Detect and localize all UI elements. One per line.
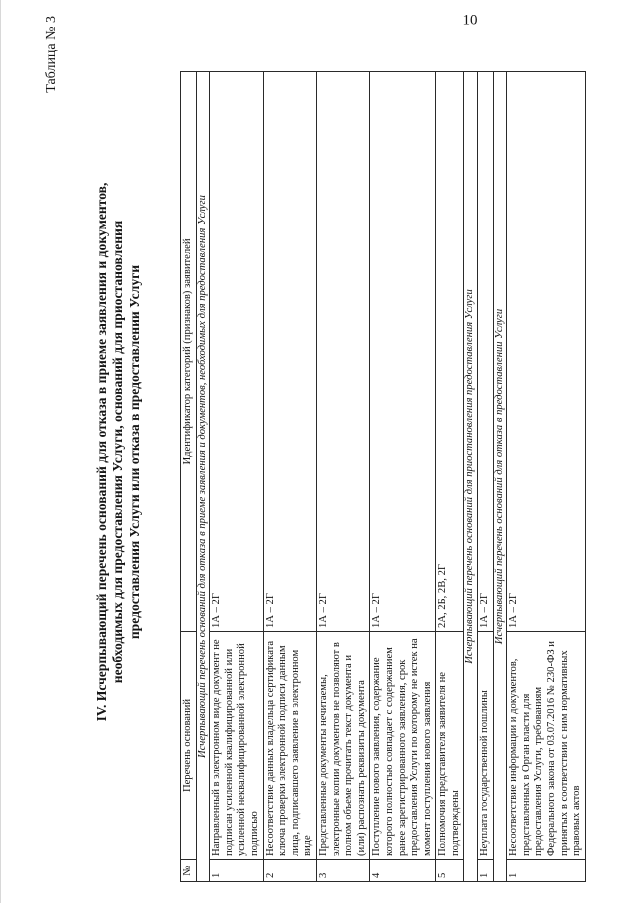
grounds-table bbox=[180, 71, 586, 882]
row-categories: 1А – 2Г bbox=[507, 71, 586, 631]
row-categories: 2А, 2Б, 2В, 2Г bbox=[436, 71, 464, 631]
table-row bbox=[370, 71, 436, 881]
row-grounds: Неуплата государственной пошлины bbox=[478, 631, 494, 859]
row-grounds: Полномочия представителя заявителя не подтверждены bbox=[436, 631, 464, 859]
header-grounds: Перечень оснований bbox=[181, 631, 197, 859]
row-num: 1 bbox=[478, 859, 494, 881]
row-categories: 1А – 2Г bbox=[210, 71, 263, 631]
section-title: Исчерпывающий перечень оснований для отказа в приеме заявления и документов, необходимых для предоставления Услуги bbox=[196, 71, 210, 881]
page-number: 10 bbox=[462, 12, 478, 28]
table-row bbox=[436, 71, 464, 881]
section-title: Исчерпывающий перечень оснований для отказа в предоставлении Услуги bbox=[493, 71, 507, 881]
table-header-row bbox=[181, 71, 197, 881]
row-grounds: Несоответствие информации и документов, представленных в Орган власти для предоставления Услуги, требованиям Федерального закона от 03.07.2016 № 230-ФЗ и принятых в соответствии с ним нормативных правовых актов bbox=[507, 631, 586, 859]
row-num: 2 bbox=[263, 859, 316, 881]
section-row-refusal-acceptance bbox=[196, 71, 210, 881]
row-num: 1 bbox=[507, 859, 586, 881]
row-num: 3 bbox=[316, 859, 369, 881]
title-line: необходимых для предоставления Услуги, оснований для приостановления bbox=[110, 220, 126, 683]
row-grounds: Поступление нового заявления, содержание которого полностью совпадает с содержанием ранее зарегистрированного заявления, срок предоставления Услуги по которому не истек на момент поступления нового заявления bbox=[370, 631, 436, 859]
row-num: 4 bbox=[370, 859, 436, 881]
row-categories: 1А – 2Г bbox=[370, 71, 436, 631]
table-row bbox=[507, 71, 586, 881]
table-row bbox=[478, 71, 494, 881]
row-grounds: Представленные документы нечитаемы, электронные копии документов не позволяют в полном объеме прочитать текст документа и (или) распознать реквизиты документа bbox=[316, 631, 369, 859]
row-categories: 1А – 2Г bbox=[478, 71, 494, 631]
section-title: Исчерпывающий перечень оснований для приостановления предоставления Услуги bbox=[464, 71, 478, 881]
section-title bbox=[94, 132, 143, 772]
table-row bbox=[316, 71, 369, 881]
section-row-suspension bbox=[464, 71, 478, 881]
title-line: IV. Исчерпывающий перечень оснований для отказа в приеме заявления и документов, bbox=[94, 182, 109, 721]
table-caption: Таблица № 3 bbox=[44, 15, 59, 93]
header-categories: Идентификатор категорий (признаков) заявителей bbox=[181, 71, 197, 631]
row-categories: 1А – 2Г bbox=[263, 71, 316, 631]
title-line: предоставления Услуги или отказа в предоставлении Услуги bbox=[126, 264, 142, 639]
row-categories: 1А – 2Г bbox=[316, 71, 369, 631]
row-num: 1 bbox=[210, 859, 263, 881]
table-row bbox=[210, 71, 263, 881]
table-row bbox=[263, 71, 316, 881]
row-grounds: Направленный в электронном виде документ не подписан усиленной квалифицированной или усиленной неквалифицированной электронной подписью bbox=[210, 631, 263, 859]
rotated-page-content bbox=[20, 12, 620, 892]
section-row-refusal-service bbox=[493, 71, 507, 881]
page-number-container bbox=[20, 12, 640, 30]
row-grounds: Несоответствие данных владельца сертификата ключа проверки электронной подписи данным лица, подписавшего заявление в электронном виде bbox=[263, 631, 316, 859]
header-num: № bbox=[181, 859, 197, 881]
row-num: 5 bbox=[436, 859, 464, 881]
